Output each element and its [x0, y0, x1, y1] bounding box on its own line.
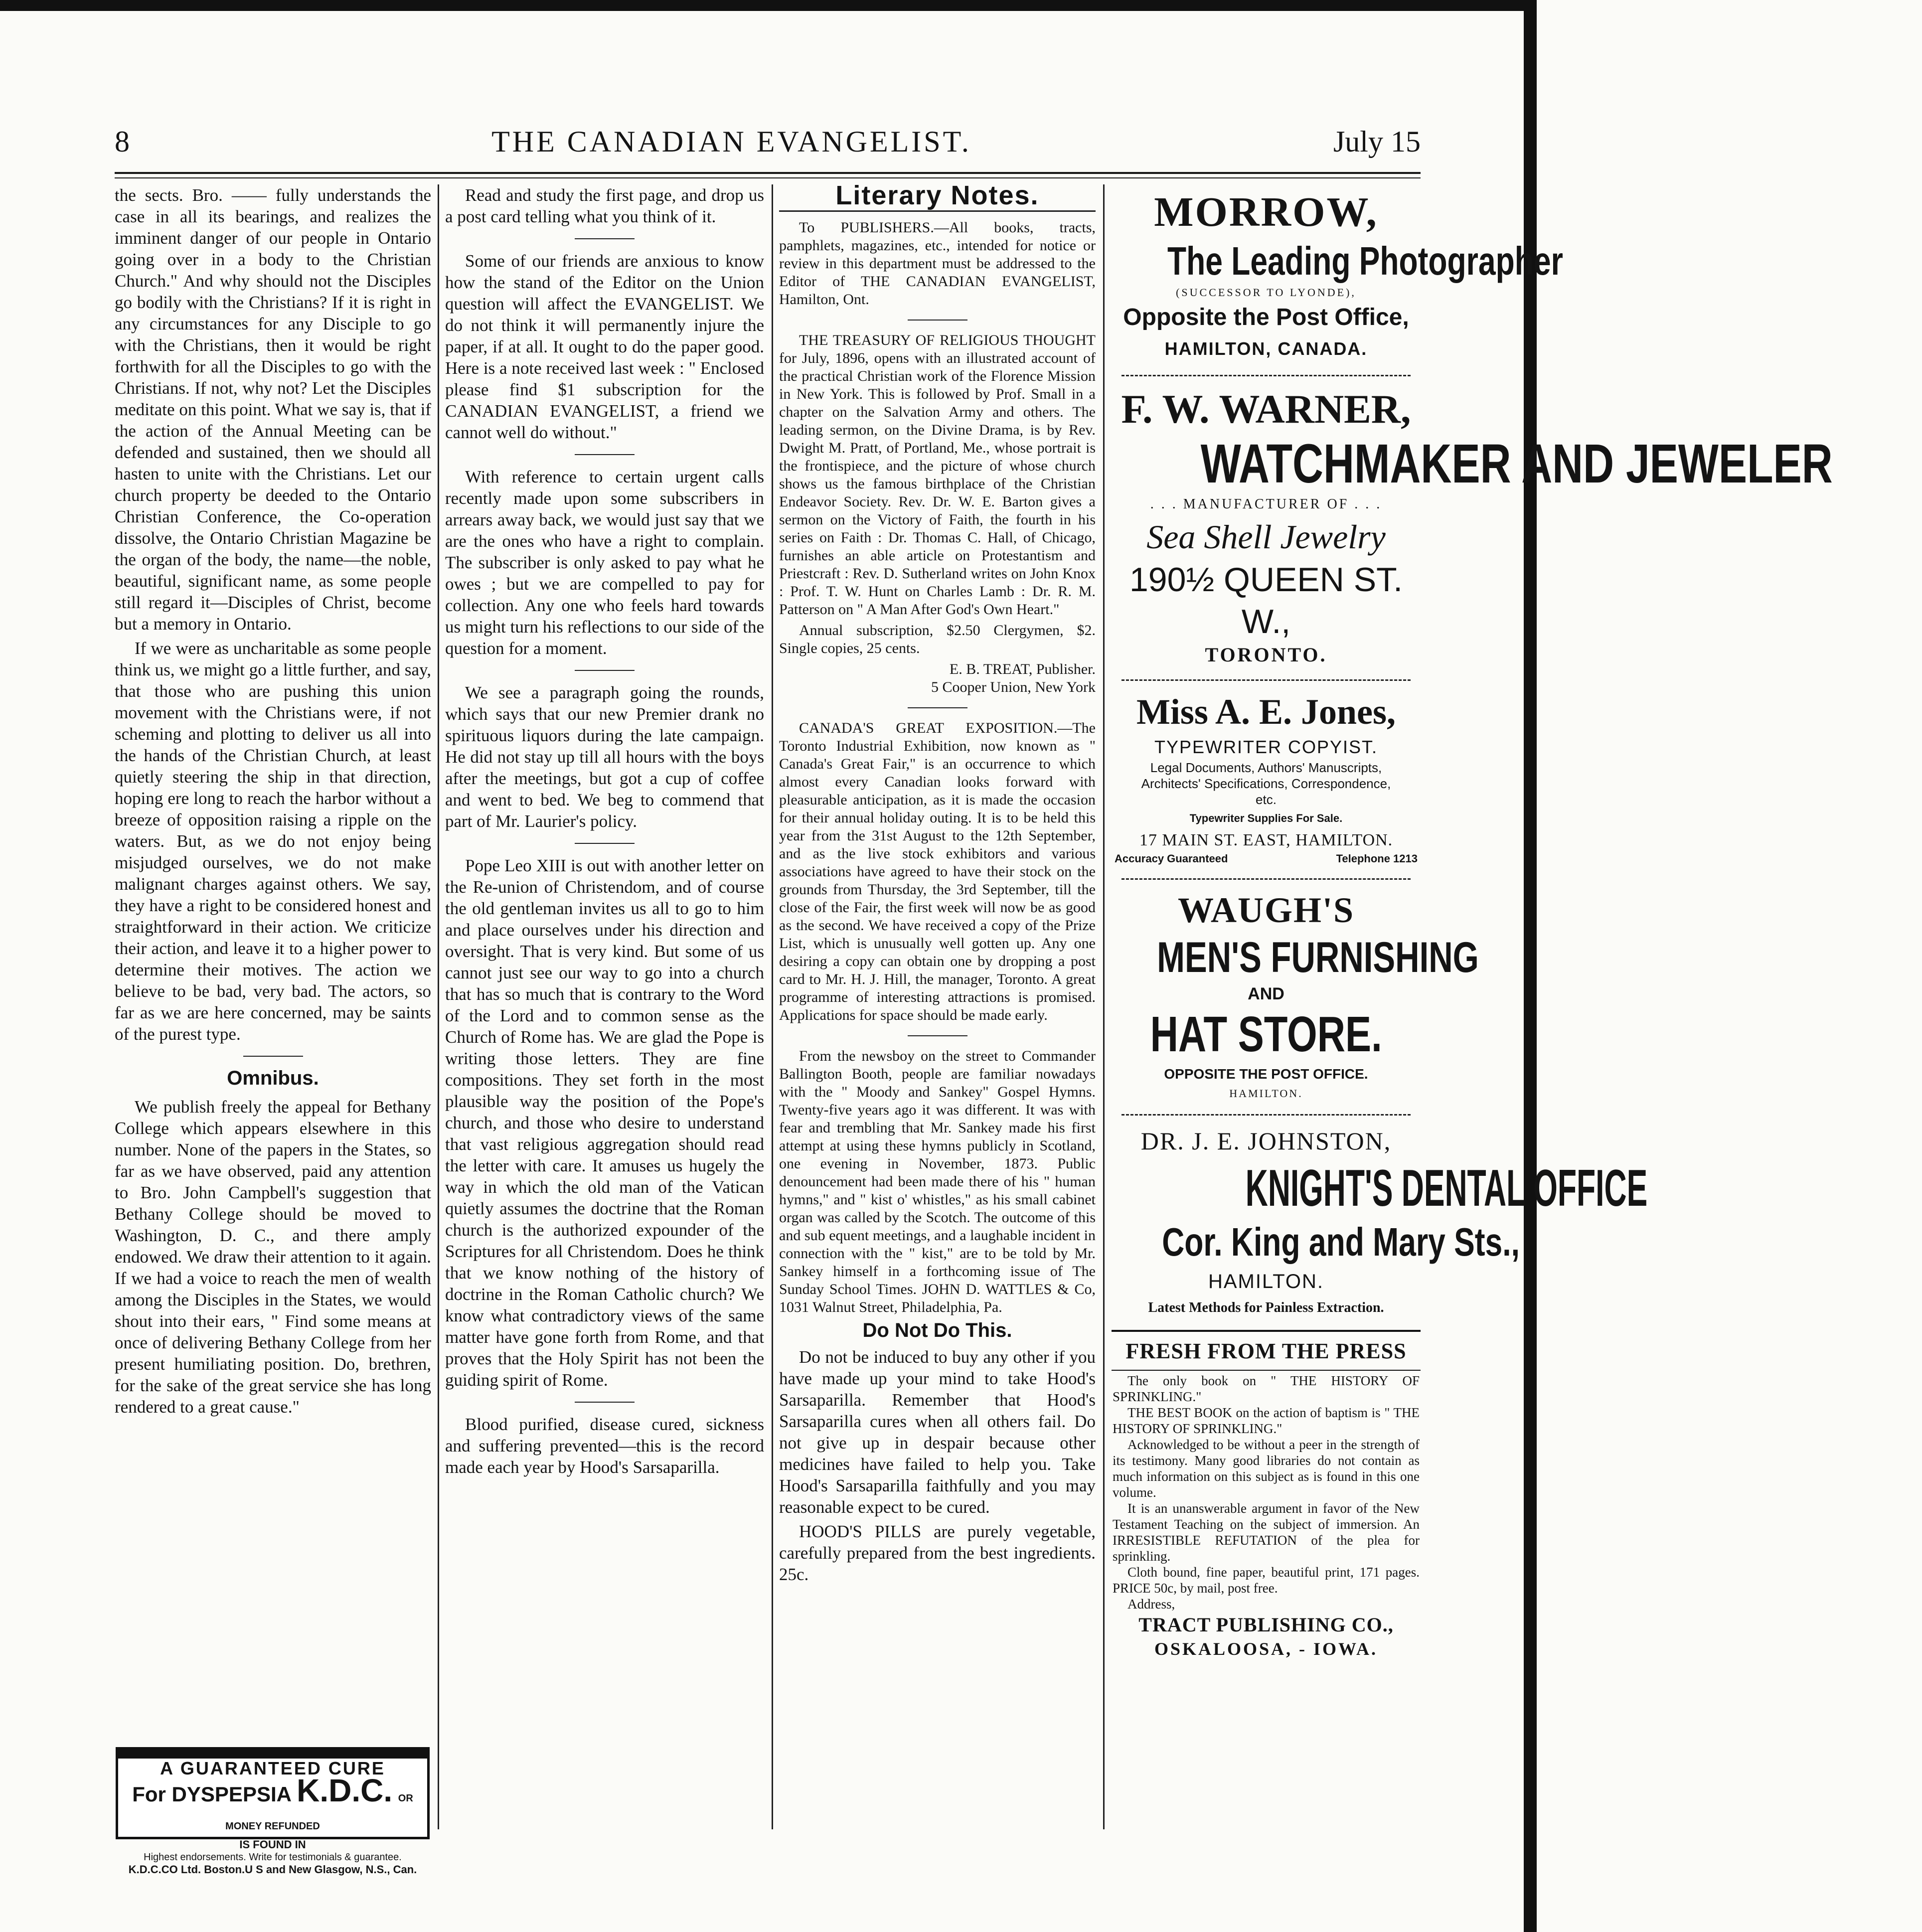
ad-text: K.D.C.CO Ltd. Boston.U S and New Glasgow, N.S., Can. — [128, 1863, 417, 1876]
ad-text: AND — [1248, 984, 1284, 1003]
ad-tagline: Latest Methods for Painless Extraction. — [1148, 1300, 1384, 1315]
omnibus-heading: Omnibus. — [227, 1067, 319, 1089]
header-rule — [115, 172, 1421, 174]
warner-ad — [1112, 381, 1833, 674]
section-separator — [908, 320, 967, 321]
notice-paragraph: To PUBLISHERS.—All books, tracts, pamphlets, magazines, etc., intended for notice or review in this department must be addressed to the Editor of THE CANADIAN EVANGELIST, Hamilton, Ont. — [779, 219, 1096, 308]
column-1 — [115, 184, 431, 1735]
column-divider — [438, 184, 439, 1829]
ad-location: OPPOSITE THE POST OFFICE. — [1164, 1066, 1368, 1082]
advertisement-paragraph: HOOD'S PILLS are purely vegetable, carefully prepared from the best ingredients. 25c. — [779, 1522, 1096, 1584]
ad-text: . . . MANUFACTURER OF . . . — [1150, 496, 1382, 512]
ad-location: Opposite the Post Office, — [1123, 304, 1409, 330]
ad-city: OSKALOOSA, - IOWA. — [1154, 1639, 1378, 1659]
do-not-heading: Do Not Do This. — [862, 1319, 1012, 1341]
ad-product-line — [118, 1772, 427, 1838]
article-paragraph: We publish freely the appeal for Bethany College which appears elsewhere in this number. None of the papers in the States, so far as we have observed, paid any attention to Bro. John Campbell's suggestion that Bethany College should be moved to Washington, D. C., and there amply endowed. We draw their attention to it again. If we had a voice to reach the men of wealth among the Disciples in the States, we would shout into their ears, " Find some means at once of delivering Bethany College from her present humiliating position. Do, brethren, for the sake of the great service she has long rendered to a great cause." — [115, 1097, 431, 1417]
exposition-paragraph: CANADA'S GREAT EXPOSITION.—The Toronto Industrial Exhibition, now known as " Canada's Great Fair," is an occurrence to which almost every Canadian looks forward with pleasurable anticipation, as it is made the occasion for their annual holiday outing. It is to be held this year from the 31st August to the 12th September, and as the live stock exhibitors and various associations have agreed to have their stock on the grounds from Thursday, the 3rd September, till the close of the Fair, the first week will now be as good as the second. We have received a copy of the Prize List, which is unusually well gotten up. Any one desiring a copy can obtain one by dropping a post card to Mr. H. J. Hill, the manager, Toronto. A great programme of interesting attractions is promised. Applications for space should be made early. — [779, 720, 1096, 1023]
advertisement-paragraph: Do not be induced to buy any other if you have made up your mind to take Hood's Sarsaparilla. Remember that Hood's Sarsaparilla cures when all others fail. Do not give up in despair because other medicines have failed to help you. Take Hood's Sarsaparilla faithfully and you may reasonable expect to be cured. — [779, 1347, 1096, 1517]
ad-divider — [1121, 679, 1411, 681]
ad-address: 190½ QUEEN ST. W., — [1129, 561, 1403, 641]
ad-company: TRACT PUBLISHING CO., — [1138, 1613, 1394, 1636]
ad-address: 17 MAIN ST. EAST, HAMILTON. — [1139, 831, 1393, 849]
section-separator — [908, 707, 967, 708]
ad-text: (SUCCESSOR TO LYONDE), — [1176, 286, 1356, 299]
article-paragraph: Pope Leo XIII is out with another letter on the Re-union of Christendom, and of course the old gentleman invites us all to go to him and place ourselves under his direction and oversight. That is very kind. But some of us cannot just see our way to go into a church that has so much that is contrary to the Word of the Lord and to common sense as the Church of Rome has. We are glad the Pope is writing those letters. They are fine compositions. They set forth in the most plausible way the position of the Pope's church, and those who desire to understand that vast religious aggregation should read the letter with care. It amuses us hugely the way in which the old man of the Vatican quietly assumes the doctrine that the Roman church is the authorized expounder of the Scriptures for all Christendom. Does he think that we know nothing of the history of doctrine in the Roman Catholic church? We know what contradictory views of the same matter have gone forth from Rome, and that proves that the Holy Spirit has not been the guiding spirit of Rome. — [445, 856, 764, 1390]
ad-brand: K.D.C. — [297, 1772, 393, 1808]
column-divider — [1103, 184, 1105, 1829]
ad-services: Legal Documents, Authors' Manuscripts, Architects' Specifications, Correspondence, etc. — [1141, 760, 1391, 807]
ad-contact-row — [1112, 851, 1421, 866]
ad-telephone: Telephone 1213 — [1336, 852, 1418, 865]
ad-rule — [1112, 1330, 1421, 1332]
heading-rule — [779, 210, 1096, 212]
review-paragraph: THE TREASURY OF RELIGIOUS THOUGHT for July, 1896, opens with an illustrated account of the practical Christian work of the Florence Mission in New York. This is followed by Prof. Small in a chapter on the Salvation Army and others. The leading sermon, on the Divine Drama, is by Rev. Dwight M. Pratt, of Portland, Me., whose portrait is the frontispiece, and the picture of whose church shows us the famous birthplace of the Christian Endeavor Society. Rev. Dr. W. E. Barton gives a sermon on the Victory of Faith, the fourth in his series on Faith : Dr. Thomas C. Hall, of Chicago, furnishes an able article on Protestantism and Priestcraft : Rev. D. Sutherland writes on John Knox : Prof. T. W. Hunt on Charles Lamb : Dr. R. M. Patterson on " A Man After God's Own Heart." — [779, 332, 1096, 618]
ad-text: OR MONEY REFUNDED — [225, 1793, 413, 1832]
literary-notes-heading: Literary Notes. — [835, 180, 1039, 210]
waugh-ad — [1112, 885, 1479, 1109]
issue-date: July 15 — [1333, 125, 1421, 158]
article-paragraph: Some of our friends are anxious to know how the stand of the Editor on the Union question will affect the EVANGELIST. We do not think it will permanently injure the paper, if at all. It ought to do the paper good. Here is a note received last week : " Enclosed please find $1 subscription for the CANADIAN EVANGELIST, a friend we cannot well do without." — [445, 251, 764, 442]
section-separator — [243, 1056, 303, 1057]
ad-city: HAMILTON, CANADA. — [1164, 338, 1368, 359]
section-separator — [908, 1035, 967, 1036]
column-2 — [445, 184, 764, 1829]
ad-divider — [1121, 1114, 1411, 1116]
morrow-ad — [1112, 184, 1563, 370]
ad-paragraph: Address, — [1127, 1597, 1175, 1611]
johnston-ad — [1112, 1121, 1648, 1326]
hymns-paragraph: From the newsboy on the street to Commander Ballington Booth, people are familiar nowadays with the " Moody and Sankey" Gospel Hymns. Twenty-five years ago it was different. It was with fear and trembling that Mr. Sankey made his first attempt at using these hymns publicly in Scotland, one evening in November, 1873. Public denouncement had been made there of his " human hymns," and " kist o' whistles," as his small cabinet organ was called by the Scotch. The outcome of this and sub equent meetings, and a laughable incident in connection with the " kist," are to be told by Mr. Sankey himself in a forthcoming issue of The Sunday School Times. JOHN D. WATTLES & Co, 1031 Walnut Street, Philadelphia, Pa. — [779, 1048, 1096, 1315]
section-separator — [575, 454, 635, 455]
ad-city: HAMILTON. — [1208, 1271, 1324, 1292]
ad-divider — [1121, 375, 1411, 376]
article-paragraph: Read and study the first page, and drop us a post card telling what you think of it. — [445, 185, 764, 226]
ad-office: KNIGHT'S DENTAL OFFICE — [1245, 1159, 1648, 1217]
ad-tagline: The Leading Photographer — [1167, 239, 1563, 283]
section-separator — [575, 843, 635, 844]
ad-trade: TYPEWRITER COPYIST. — [1154, 737, 1378, 757]
ad-heading: FRESH FROM THE PRESS — [1125, 1339, 1407, 1363]
column-3 — [779, 180, 1096, 1829]
ad-text: Accuracy Guaranteed — [1115, 852, 1228, 865]
right-border — [1524, 0, 1537, 1932]
ad-name: MORROW, — [1154, 189, 1378, 235]
ad-text: HAT STORE. — [1150, 1006, 1382, 1062]
ad-rule — [1112, 1370, 1421, 1371]
section-separator — [575, 1402, 635, 1403]
ad-name: WAUGH'S — [1177, 890, 1355, 930]
ad-text: Typewriter Supplies For Sale. — [1189, 812, 1343, 824]
ad-city: TORONTO. — [1205, 644, 1327, 666]
ad-text: For DYSPEPSIA — [132, 1782, 291, 1806]
ad-name: DR. J. E. JOHNSTON, — [1140, 1127, 1392, 1155]
header-rule-thin — [115, 177, 1421, 178]
page-number: 8 — [115, 125, 130, 158]
article-paragraph: Blood purified, disease cured, sickness and suffering prevented—this is the record made each year by Hood's Sarsaparilla. — [445, 1415, 764, 1477]
section-separator — [575, 670, 635, 671]
ad-body — [1112, 1373, 1421, 1612]
subscription-info: Annual subscription, $2.50 Clergymen, $2. Single copies, 25 cents. — [779, 622, 1096, 656]
fresh-from-press-ad — [1112, 1334, 1421, 1667]
section-separator — [575, 238, 635, 239]
ad-divider — [1121, 878, 1411, 880]
top-border — [0, 0, 1537, 11]
ad-paragraph: Acknowledged to be without a peer in the strength of its testimony. Many good libraries do not contain as much information on this subject as is found in this one volume. — [1113, 1437, 1420, 1500]
ad-paragraph: It is an unanswerable argument in favor of the New Testament Teaching on the subject of immersion. An IRRESISTIBLE REFUTATION of the plea for sprinkling. — [1113, 1501, 1420, 1564]
advertisements-column — [1112, 184, 1833, 1829]
article-paragraph: With reference to certain urgent calls recently made upon some subscribers in arrears away back, we would just say that we are the ones who have a right to complain. The subscriber is only asked to pay what he owes ; but we are compelled to pay for collection. Any one who feels hard towards us might turn his reflections to our side of the question for a moment. — [445, 467, 764, 658]
ad-text: MEN'S FURNISHING — [1157, 934, 1479, 981]
article-paragraph: If we were as uncharitable as some people think us, we might go a little further, and say, that those who are pushing this union movement with the Christians were, if not scheming and plotting to deliver us all into the hands of the Christian Church, at least quietly steering the ship in that direction, hoping ere long to reach the harbor without a breeze of opposition raising a ripple on the waters. But, as we do not enjoy being misjudged ourselves, we do not make malignant charges against others. We say, they have a right to be considered honest and straightforward in their action. We criticize their action, and leave it to a higher power to determine their motives. The action we believe to be bad, very bad. The actors, so far as we are here concerned, may be saints of the purest type. — [115, 639, 431, 1044]
article-paragraph: the sects. Bro. —— fully understands the case in all its bearings, and realizes the imminent danger of our people in Ontario going over in a body to the Christian Church." And why should not the Disciples go bodily with the Christians? If it is right in any circumstances for any Disciple to go with the Christians, then it would be right forthwith for all the Disciples to go with the Christians. If not, why not? Let the Disciples meditate on this point. What we say is, that if the action of the Annual Meeting can be defended and sustained, then we should all hasten to unite with the Christians. Let our church property be deeded to the Ontario Christian Conference, the Co-operation dissolve, the Ontario Christian Magazine be the organ of the body, the name—the noble, beautiful, significant name, as some people still regard it—Disciples of Christ, become but a memory in Ontario. — [115, 185, 431, 634]
ad-paragraph: Cloth bound, fine paper, beautiful print, 171 pages. PRICE 50c, by mail, post free. — [1113, 1565, 1420, 1596]
ad-name: F. W. WARNER, — [1121, 386, 1411, 432]
ad-product: Sea Shell Jewelry — [1146, 518, 1386, 556]
ad-trade: WATCHMAKER AND JEWELER — [1200, 433, 1833, 494]
jones-ad — [1112, 686, 1421, 873]
ad-paragraph: The only book on " THE HISTORY OF SPRINKLING." — [1113, 1373, 1420, 1404]
ad-band — [118, 1750, 427, 1759]
publisher-address: 5 Cooper Union, New York — [931, 679, 1096, 695]
ad-headline: A GUARANTEED CURE — [160, 1758, 385, 1778]
article-paragraph: We see a paragraph going the rounds, which says that our new Premier drank no spirituous liquors during the late campaign. He did not stay up till all hours with the boys after the meetings, but got a cup of coffee and went to bed. We beg to commend that part of Mr. Laurier's policy. — [445, 683, 764, 831]
ad-paragraph: THE BEST BOOK on the action of baptism is " THE HISTORY OF SPRINKLING." — [1113, 1405, 1420, 1436]
page-header — [115, 125, 1421, 169]
kdc-advertisement — [116, 1747, 430, 1876]
publisher-name: E. B. TREAT, Publisher. — [949, 661, 1096, 677]
column-divider — [772, 184, 773, 1829]
ad-address: Cor. King and Mary Sts., — [1162, 1220, 1520, 1264]
ad-text: Highest endorsements. Write for testimonials & guarantee. — [144, 1852, 402, 1863]
ad-name: Miss A. E. Jones, — [1136, 692, 1396, 732]
ad-text: IS FOUND IN — [239, 1838, 306, 1851]
newspaper-title: THE CANADIAN EVANGELIST. — [491, 125, 971, 158]
ad-city: HAMILTON. — [1229, 1087, 1303, 1100]
